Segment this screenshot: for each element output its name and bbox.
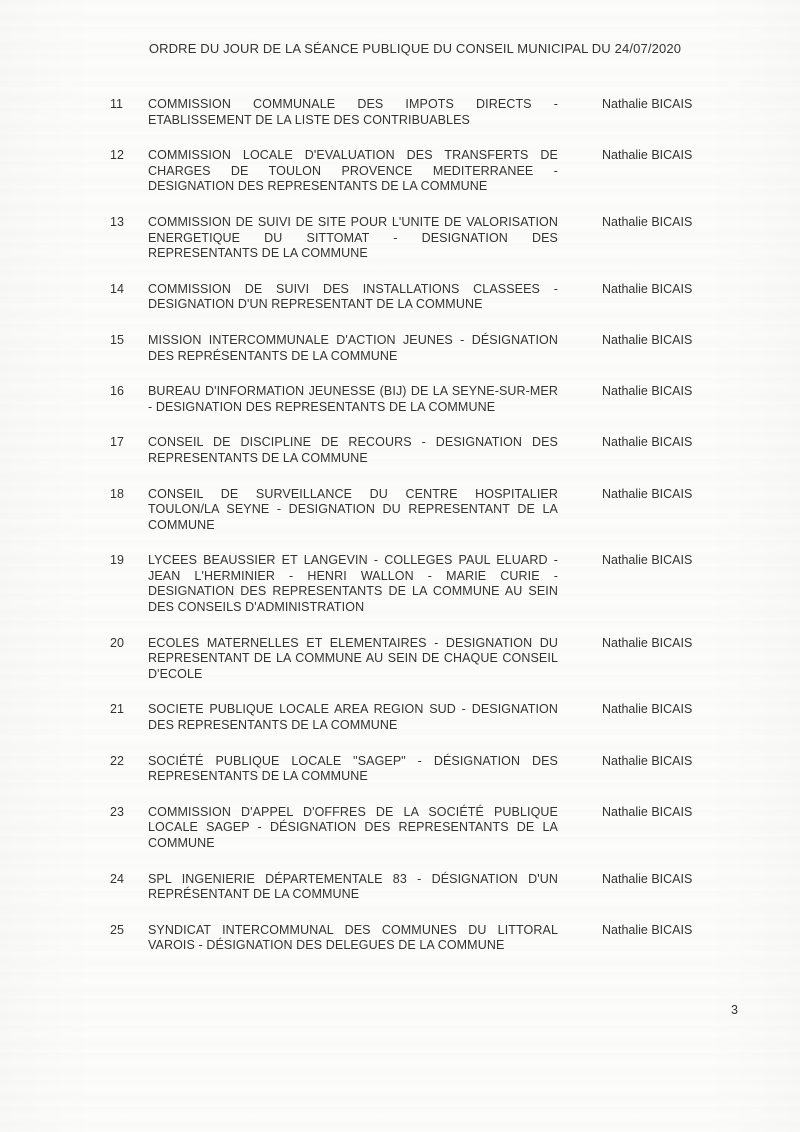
agenda-item-rapporteur: Nathalie BICAIS	[602, 922, 693, 937]
agenda-item-number: 21	[110, 702, 124, 717]
agenda-item-row	[110, 215, 702, 262]
agenda-item-number: 18	[110, 486, 124, 501]
agenda-item-row	[110, 702, 702, 733]
agenda-item-subject: SPL INGENIERIE DÉPARTEMENTALE 83 - DÉSIGNATION D'UN REPRÉSENTANT DE LA COMMUNE	[148, 871, 558, 902]
agenda-item-subject: LYCEES BEAUSSIER ET LANGEVIN - COLLEGES PAUL ELUARD - JEAN L'HERMINIER - HENRI WALLON - MARIE CURIE - DESIGNATION DES REPRESENTANTS DE LA COMMUNE AU SEIN DES CONSEILS D'ADMINISTRATION	[148, 553, 558, 615]
agenda-item-rapporteur: Nathalie BICAIS	[602, 871, 693, 886]
agenda-item-number: 14	[110, 281, 124, 296]
agenda-item-number: 12	[110, 148, 124, 163]
agenda-item-subject: SOCIÉTÉ PUBLIQUE LOCALE "SAGEP" - DÉSIGNATION DES REPRESENTANTS DE LA COMMUNE	[148, 753, 558, 784]
agenda-item-subject: COMMISSION COMMUNALE DES IMPOTS DIRECTS - ETABLISSEMENT DE LA LISTE DES CONTRIBUABLES	[148, 97, 558, 127]
agenda-list	[110, 97, 702, 974]
agenda-item-row	[110, 97, 702, 128]
agenda-item-number: 25	[110, 922, 124, 937]
agenda-item-row	[110, 636, 702, 683]
document-title: ORDRE DU JOUR DE LA SÉANCE PUBLIQUE DU CONSEIL MUNICIPAL DU 24/07/2020	[148, 41, 682, 56]
agenda-item-rapporteur: Nathalie BICAIS	[602, 635, 693, 650]
agenda-item-number: 23	[110, 804, 124, 819]
agenda-item-subject: COMMISSION LOCALE D'EVALUATION DES TRANSFERTS DE CHARGES DE TOULON PROVENCE MEDITERRANEE - DESIGNATION DES REPRESENTANTS DE LA COMMUNE	[148, 148, 558, 194]
agenda-item-subject: COMMISSION D'APPEL D'OFFRES DE LA SOCIÉTÉ PUBLIQUE LOCALE SAGEP - DÉSIGNATION DES REPRESENTANTS DE LA COMMUNE	[148, 804, 558, 850]
agenda-item-subject: CONSEIL DE DISCIPLINE DE RECOURS - DESIGNATION DES REPRESENTANTS DE LA COMMUNE	[148, 435, 558, 465]
agenda-item-rapporteur: Nathalie BICAIS	[602, 702, 693, 717]
agenda-item-subject: COMMISSION DE SUIVI DE SITE POUR L'UNITE DE VALORISATION ENERGETIQUE DU SITTOMAT - DESIGNATION DES REPRESENTANTS DE LA COMMUNE	[148, 214, 558, 261]
agenda-item-rapporteur: Nathalie BICAIS	[602, 332, 693, 347]
agenda-item-number: 13	[110, 214, 124, 229]
agenda-item-row	[110, 805, 702, 852]
agenda-item-number: 24	[110, 871, 124, 886]
agenda-item-number: 20	[110, 635, 124, 650]
agenda-item-subject: SYNDICAT INTERCOMMUNAL DES COMMUNES DU LITTORAL VAROIS - DÉSIGNATION DES DELEGUES DE LA COMMUNE	[148, 922, 558, 953]
agenda-item-subject: ECOLES MATERNELLES ET ELEMENTAIRES - DESIGNATION DU REPRESENTANT DE LA COMMUNE AU SEIN DE CHAQUE CONSEIL D'ECOLE	[148, 635, 558, 681]
agenda-item-number: 22	[110, 753, 124, 768]
agenda-item-number: 19	[110, 553, 124, 568]
agenda-item-rapporteur: Nathalie BICAIS	[602, 97, 693, 111]
agenda-item-rapporteur: Nathalie BICAIS	[602, 486, 693, 501]
agenda-item-subject: MISSION INTERCOMMUNALE D'ACTION JEUNES - DÉSIGNATION DES REPRÉSENTANTS DE LA COMMUNE	[148, 332, 558, 363]
agenda-item-row	[110, 435, 702, 466]
agenda-item-rapporteur: Nathalie BICAIS	[602, 214, 693, 229]
agenda-item-number: 11	[110, 97, 123, 111]
agenda-item-row	[110, 923, 702, 954]
agenda-item-row	[110, 333, 702, 364]
agenda-item-number: 15	[110, 332, 124, 347]
agenda-item-row	[110, 553, 702, 615]
agenda-item-rapporteur: Nathalie BICAIS	[602, 148, 693, 163]
agenda-item-rapporteur: Nathalie BICAIS	[602, 435, 693, 450]
agenda-item-row	[110, 282, 702, 313]
agenda-item-row	[110, 754, 702, 785]
agenda-item-number: 16	[110, 384, 124, 399]
agenda-item-subject: CONSEIL DE SURVEILLANCE DU CENTRE HOSPITALIER TOULON/LA SEYNE - DESIGNATION DU REPRESENTANT DE LA COMMUNE	[148, 486, 558, 532]
agenda-item-subject: COMMISSION DE SUIVI DES INSTALLATIONS CLASSEES - DESIGNATION D'UN REPRESENTANT DE LA COMMUNE	[148, 281, 558, 312]
agenda-item-rapporteur: Nathalie BICAIS	[602, 753, 693, 768]
agenda-item-rapporteur: Nathalie BICAIS	[602, 281, 693, 296]
agenda-item-rapporteur: Nathalie BICAIS	[602, 384, 693, 399]
agenda-item-row	[110, 148, 702, 195]
agenda-item-rapporteur: Nathalie BICAIS	[602, 804, 693, 819]
agenda-item-subject: BUREAU D'INFORMATION JEUNESSE (BIJ) DE LA SEYNE-SUR-MER - DESIGNATION DES REPRESENTANTS DE LA COMMUNE	[148, 384, 558, 414]
agenda-item-row	[110, 384, 702, 415]
page-number: 3	[731, 1003, 738, 1017]
agenda-item-row	[110, 872, 702, 903]
agenda-item-number: 17	[110, 435, 124, 450]
agenda-item-rapporteur: Nathalie BICAIS	[602, 553, 693, 568]
agenda-item-row	[110, 487, 702, 534]
agenda-item-subject: SOCIETE PUBLIQUE LOCALE AREA REGION SUD - DESIGNATION DES REPRESENTANTS DE LA COMMUNE	[148, 702, 558, 733]
